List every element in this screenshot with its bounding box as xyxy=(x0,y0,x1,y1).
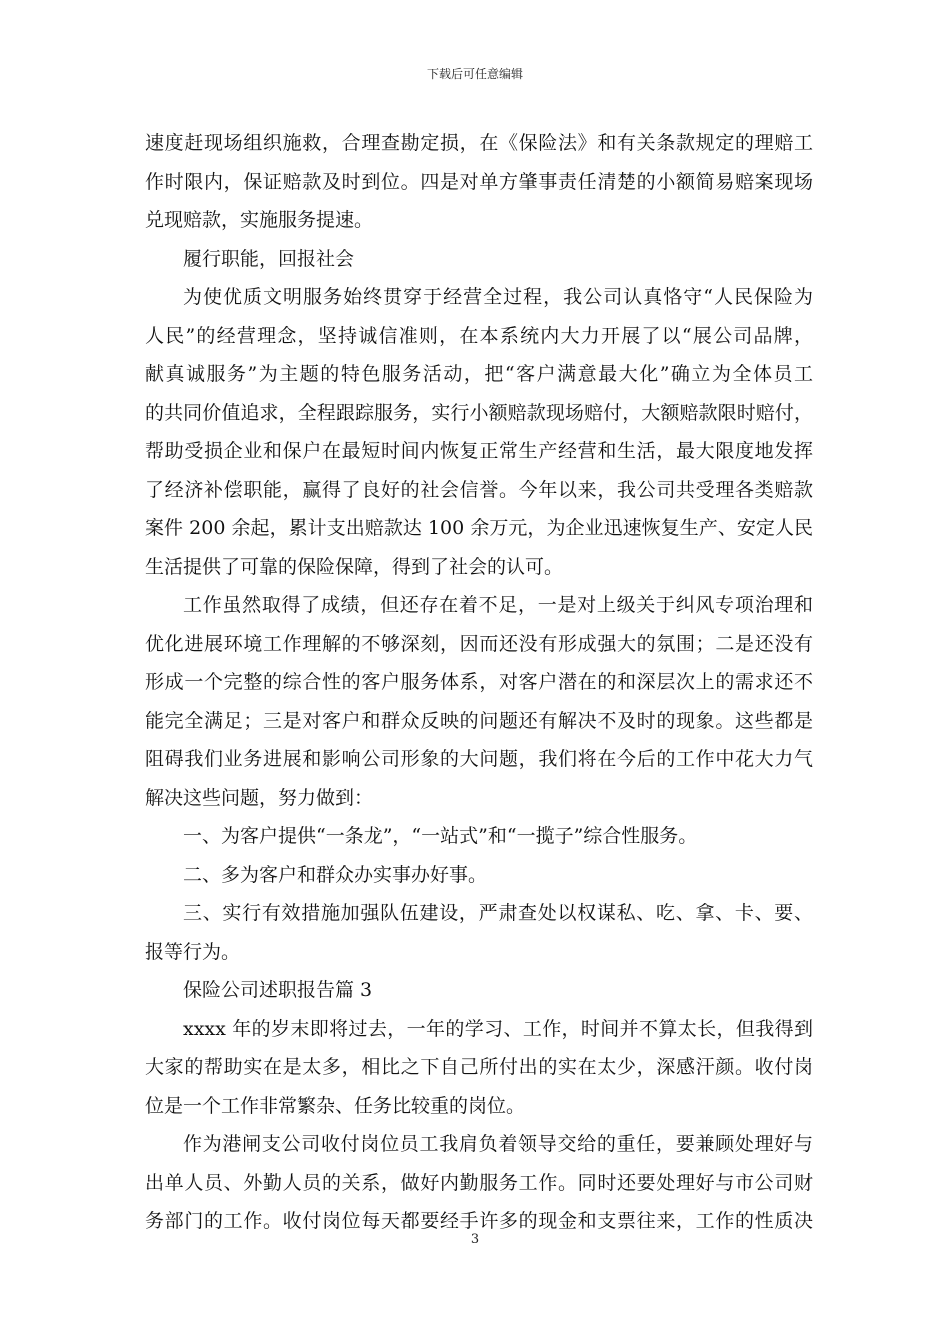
page-header: 下载后可任意编辑 xyxy=(426,67,523,81)
text-line: 作为港闸支公司收付岗位员工我肩负着领导交给的重任，要兼顾处理好与 xyxy=(183,1133,813,1155)
text-line: 案件 200 余起，累计支出赔款达 100 余万元，为企业迅速恢复生产、安定人民 xyxy=(145,517,813,539)
text-line: 工作虽然取得了成绩，但还存在着不足，一是对上级关于纠风专项治理和 xyxy=(183,594,813,616)
text-line: 保险公司述职报告篇 3 xyxy=(183,979,373,1001)
paragraph xyxy=(145,894,813,971)
page-number: 3 xyxy=(470,1232,480,1247)
text-line: 形成一个完整的综合性的客户服务体系，对客户潜在的和深层次上的需求还不 xyxy=(145,671,813,693)
text-line: 务部门的工作。收付岗位每天都要经手许多的现金和支票往来，工作的性质决 xyxy=(145,1210,813,1232)
text-line: xxxx 年的岁末即将过去，一年的学习、工作，时间并不算太长，但我得到 xyxy=(183,1017,813,1040)
paragraph xyxy=(145,278,813,586)
text-line: 出单人员、外勤人员的关系，做好内勤服务工作。同时还要处理好与市公司财 xyxy=(145,1171,813,1194)
text-line: 生活提供了可靠的保险保障，得到了社会的认可。 xyxy=(145,555,564,578)
text-line: 为使优质文明服务始终贯穿于经营全过程，我公司认真恪守“人民保险为 xyxy=(183,286,813,308)
text-line: 能完全满足；三是对客户和群众反映的问题还有解决不及时的现象。这些都是 xyxy=(145,709,813,732)
paragraph xyxy=(145,971,813,1010)
text-line: 人民”的经营理念，坚持诚信准则，在本系统内大力开展了以“展公司品牌， xyxy=(145,324,813,347)
text-line: 解决这些问题，努力做到： xyxy=(145,786,374,809)
text-line: 帮助受损企业和保户在最短时间内恢复正常生产经营和生活，最大限度地发挥 xyxy=(145,440,813,462)
text-line: 兑现赔款，实施服务提速。 xyxy=(145,209,374,231)
paragraph xyxy=(145,586,813,817)
paragraph xyxy=(145,856,813,895)
paragraph xyxy=(145,124,813,240)
text-line: 位是一个工作非常繁杂、任务比较重的岗位。 xyxy=(145,1094,526,1117)
text-line: 了经济补偿职能，赢得了良好的社会信誉。今年以来，我公司共受理各类赔款 xyxy=(145,478,813,501)
text-line: 作时限内，保证赔款及时到位。四是对单方肇事责任清楚的小额简易赔案现场 xyxy=(145,170,813,193)
paragraph xyxy=(145,1125,813,1241)
text-line: 一、为客户提供“一条龙”，“一站式”和“一揽子”综合性服务。 xyxy=(183,825,698,847)
text-line: 的共同价值追求，全程跟踪服务，实行小额赔款现场赔付，大额赔款限时赔付， xyxy=(145,401,813,424)
text-line: 优化进展环境工作理解的不够深刻，因而还没有形成强大的氛围；二是还没有 xyxy=(145,632,813,655)
text-line: 三、实行有效措施加强队伍建设，严肃查处以权谋私、吃、拿、卡、要、 xyxy=(183,902,813,924)
text-line: 献真诚服务”为主题的特色服务活动，把“客户满意最大化”确立为全体员工 xyxy=(145,363,813,385)
text-line: 报等行为。 xyxy=(145,940,241,963)
text-line: 履行职能，回报社会 xyxy=(183,247,355,270)
text-line: 二、多为客户和群众办实事办好事。 xyxy=(183,863,488,886)
text-line: 阻碍我们业务进展和影响公司形象的大问题，我们将在今后的工作中花大力气 xyxy=(145,748,813,770)
text-line: 速度赶现场组织施救，合理查勘定损，在《保险法》和有关条款规定的理赔工 xyxy=(145,132,813,154)
text-line: 大家的帮助实在是太多，相比之下自己所付出的实在太少，深感汗颜。收付岗 xyxy=(145,1056,813,1078)
paragraph xyxy=(145,817,813,856)
paragraph xyxy=(145,240,813,279)
document-body xyxy=(145,124,813,1241)
paragraph xyxy=(145,1010,813,1126)
